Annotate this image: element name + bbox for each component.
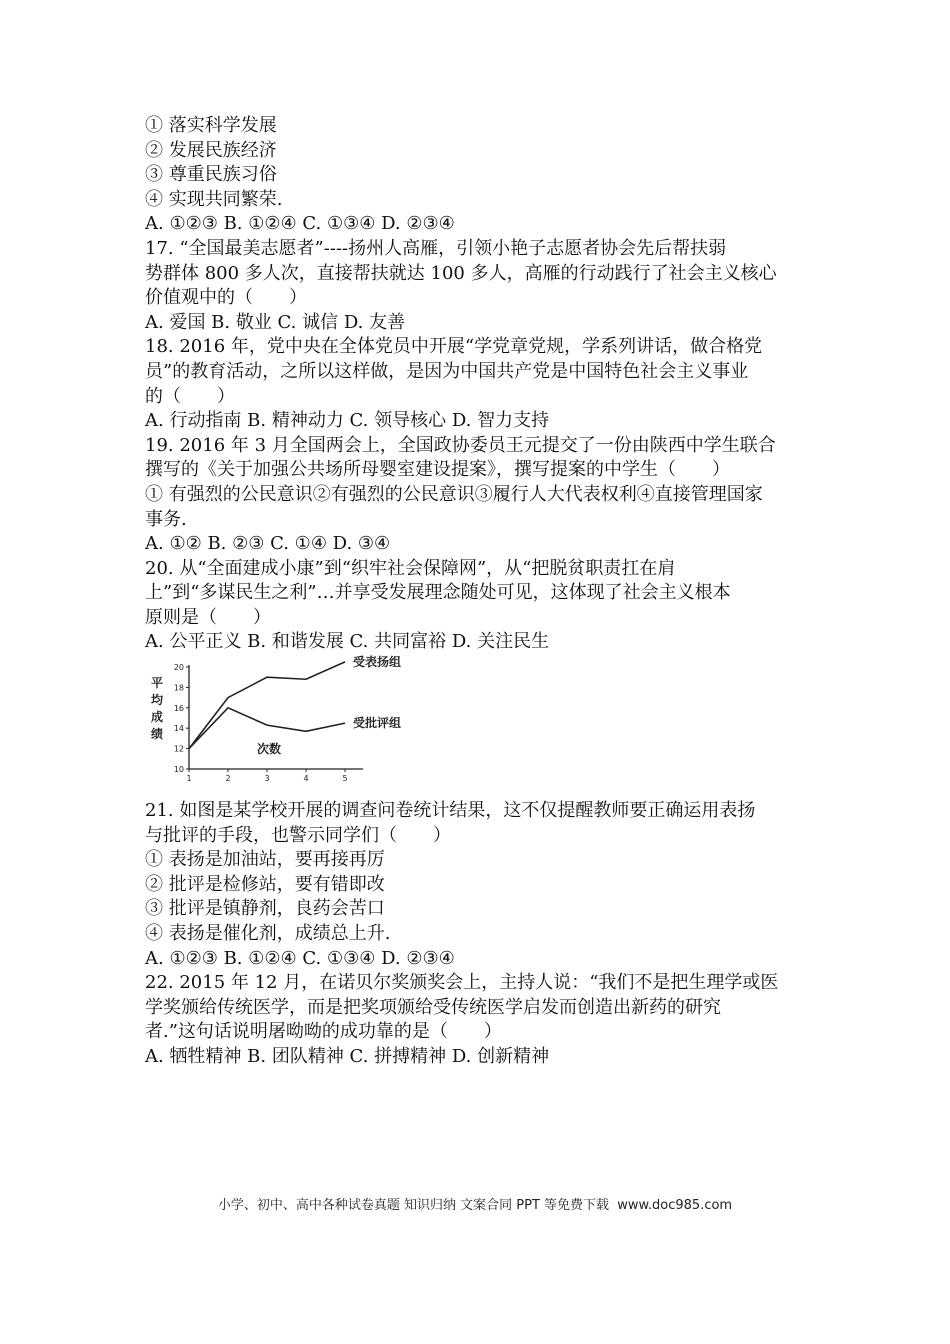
text-line: A. 牺牲精神 B. 团队精神 C. 拼搏精神 D. 创新精神 bbox=[145, 1046, 550, 1067]
x-tick-label: 5 bbox=[342, 774, 348, 784]
text-line: 与批评的手段，也警示同学们（ ） bbox=[145, 824, 451, 846]
text-line: 上”到“多谋民生之利”…并享受发展理念随处可见，这体现了社会主义根本 bbox=[145, 582, 731, 604]
footer-link[interactable]: www.doc985.com bbox=[617, 1198, 733, 1213]
text-line: A. 公平正义 B. 和谐发展 C. 共同富裕 D. 关注民生 bbox=[145, 631, 550, 653]
y-axis-label: 成 bbox=[150, 710, 164, 725]
text-line: 18. 2016 年，党中央在全体党员中开展“学党章党规，学系列讲话，做合格党 bbox=[145, 336, 763, 358]
y-tick-label: 18 bbox=[173, 683, 184, 693]
text-line: A. ①②③ B. ①②④ C. ①③④ D. ②③④ bbox=[145, 213, 455, 235]
text-line: 势群体 800 多人次，直接帮扶就达 100 多人，高雁的行动践行了社会主义核心 bbox=[145, 262, 777, 284]
text-line: ① 表扬是加油站，要再接再厉 bbox=[145, 849, 385, 871]
text-line: 19. 2016 年 3 月全国两会上，全国政协委员王元提交了一份由陕西中学生联合 bbox=[145, 434, 776, 456]
y-tick-label: 10 bbox=[173, 765, 184, 775]
text-line: ④ 表扬是催化剂，成绩总上升. bbox=[145, 923, 391, 945]
text-line: 原则是（ ） bbox=[145, 606, 271, 628]
x-tick-label: 3 bbox=[264, 774, 270, 784]
line-chart bbox=[145, 654, 402, 784]
x-tick-label: 2 bbox=[225, 774, 231, 784]
text-line: 21. 如图是某学校开展的调查问卷统计结果，这不仅提醒教师要正确运用表扬 bbox=[145, 800, 756, 822]
text-line: ③ 批评是镇静剂，良药会苦口 bbox=[145, 898, 385, 920]
question-content bbox=[145, 114, 810, 1070]
text-line: A. ①② B. ②③ C. ①④ D. ③④ bbox=[145, 533, 391, 555]
text-line: 价值观中的（ ） bbox=[145, 287, 307, 309]
series-line bbox=[189, 662, 345, 749]
x-axis-label: 次数 bbox=[256, 742, 282, 757]
text-line: 学奖颁给传统医学，而是把奖项颁给受传统医学启发而创造出新药的研究 bbox=[145, 996, 721, 1018]
series-label: 受表扬组 bbox=[353, 654, 402, 669]
questions-21-22 bbox=[145, 799, 810, 1070]
text-line: A. 爱国 B. 敬业 C. 诚信 D. 友善 bbox=[145, 311, 406, 333]
text-line: 22. 2015 年 12 月，在诺贝尔奖颁奖会上，主持人说：“我们不是把生理学或医 bbox=[145, 972, 779, 994]
x-tick-label: 4 bbox=[303, 774, 309, 784]
text-line: 员”的教育活动，之所以这样做，是因为中国共产党是中国特色社会主义事业 bbox=[145, 360, 749, 382]
y-axis-label: 平 bbox=[150, 676, 164, 691]
text-line: ② 批评是检修站，要有错即改 bbox=[145, 873, 385, 895]
x-tick-label: 1 bbox=[186, 774, 192, 784]
y-tick-label: 16 bbox=[173, 703, 184, 713]
text-line: ② 发展民族经济 bbox=[145, 139, 277, 161]
text-line: ① 有强烈的公民意识②有强烈的公民意识③履行人大代表权利④直接管理国家 bbox=[145, 483, 763, 505]
y-axis-label: 均 bbox=[150, 693, 164, 708]
text-line: A. ①②③ B. ①②④ C. ①③④ D. ②③④ bbox=[145, 947, 455, 969]
y-tick-label: 12 bbox=[173, 744, 184, 754]
questions-16-20 bbox=[145, 114, 810, 655]
text-line: A. 行动指南 B. 精神动力 C. 领导核心 D. 智力支持 bbox=[145, 410, 550, 432]
text-line: ④ 实现共同繁荣. bbox=[145, 188, 283, 210]
text-line: 者.”这句话说明屠呦呦的成功靠的是（ ） bbox=[145, 1021, 502, 1043]
text-line: ① 落实科学发展 bbox=[145, 115, 277, 136]
y-axis-label: 绩 bbox=[150, 727, 164, 742]
text-line: 的（ ） bbox=[145, 385, 235, 407]
page-footer bbox=[0, 1194, 950, 1213]
y-tick-label: 20 bbox=[173, 663, 184, 673]
text-line: ③ 尊重民族习俗 bbox=[145, 164, 277, 186]
y-tick-label: 14 bbox=[173, 724, 184, 734]
score-chart bbox=[145, 654, 402, 784]
footer-text: 小学、初中、高中各种试卷真题 知识归纳 文案合同 PPT 等免费下载 bbox=[217, 1198, 610, 1213]
series-label: 受批评组 bbox=[353, 716, 402, 731]
text-line: 17. “全国最美志愿者”----扬州人高雁，引领小艳子志愿者协会先后帮扶弱 bbox=[145, 237, 727, 259]
text-line: 事务. bbox=[145, 508, 187, 530]
text-line: 撰写的《关于加强公共场所母婴室建设提案》，撰写提案的中学生（ ） bbox=[145, 459, 730, 481]
text-line: 20. 从“全面建成小康”到“织牢社会保障网”，从“把脱贫职责扛在肩 bbox=[145, 557, 676, 579]
